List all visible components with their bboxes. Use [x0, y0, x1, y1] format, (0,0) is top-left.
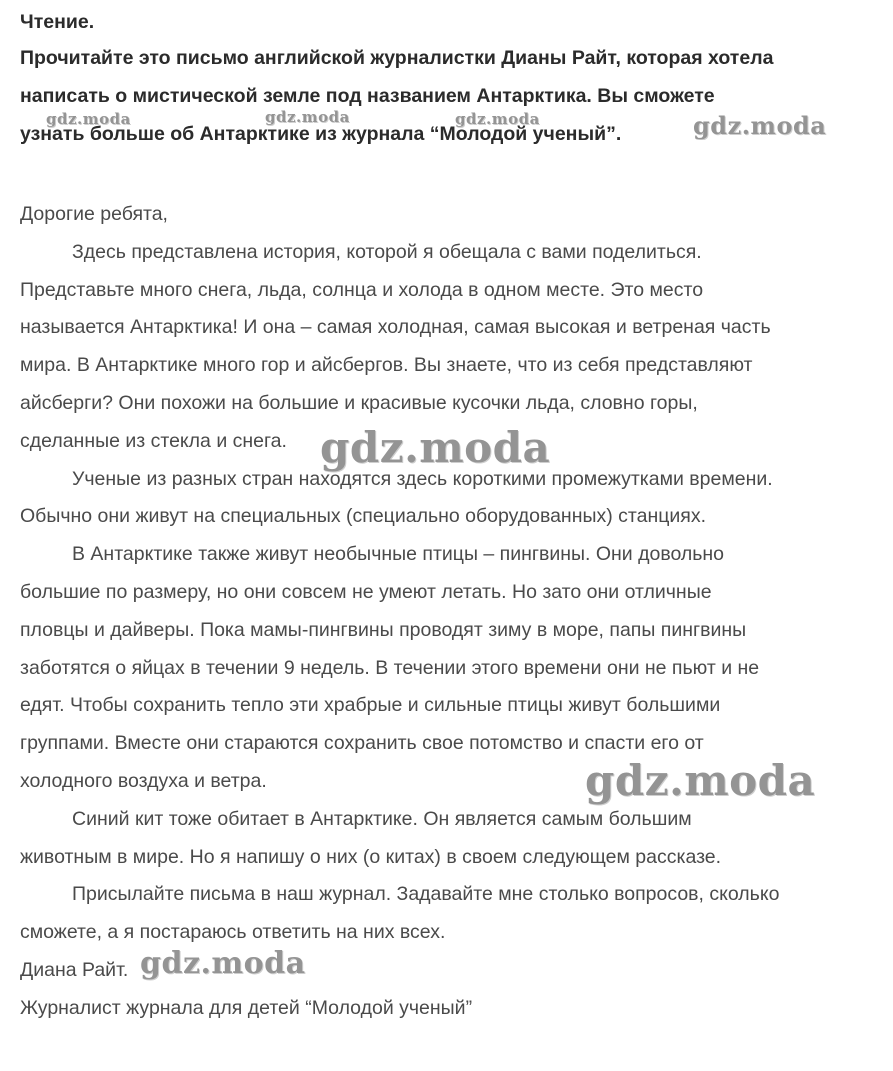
paragraph-line: Синий кит тоже обитает в Антарктике. Он является самым большим — [72, 807, 692, 830]
watermark-logo: gdz.moda — [46, 110, 131, 128]
paragraph-line: группами. Вместе они стараются сохранить свое потомство и спасти его от — [20, 732, 704, 755]
paragraph-line: Ученые из разных стран находятся здесь короткими промежутками времени. — [72, 467, 773, 490]
paragraph-line: большие по размеру, но они совсем не умеют летать. Но зато они отличные — [20, 580, 712, 603]
letter-greeting: Дорогие ребята, — [20, 203, 168, 225]
watermark-logo: gdz.moda — [265, 108, 350, 126]
paragraph-line: сделанные из стекла и снега. — [20, 429, 287, 452]
paragraph-line: Присылайте письма в наш журнал. Задавайте мне столько вопросов, сколько — [72, 883, 780, 906]
paragraph-4 — [20, 801, 880, 877]
paragraph-line: Обычно они живут на специальных (специально оборудованных) станциях. — [20, 505, 707, 528]
paragraph-line: Здесь представлена история, которой я обещала с вами поделиться. — [72, 240, 702, 263]
paragraph-line: животным в мире. Но я напишу о них (о китах) в своем следующем рассказе. — [20, 845, 722, 868]
letter-body — [20, 196, 880, 1028]
paragraph-line: В Антарктике также живут необычные птицы – пингвины. Они довольно — [72, 543, 725, 566]
paragraph-line: сможете, а я постараюсь ответить на них всех. — [20, 921, 446, 944]
watermark-logo: gdz.moda — [585, 756, 816, 805]
task-instruction-line-3: узнать больше об Антарктике из журнала “Молодой ученый”. — [20, 123, 622, 145]
letter-signature: Диана Райт. — [20, 958, 129, 981]
paragraph-line: мира. В Антарктике много гор и айсбергов. Вы знаете, что из себя представляют — [20, 354, 753, 377]
watermark-logo: gdz.moda — [320, 423, 551, 472]
task-title: Чтение. — [20, 11, 95, 33]
task-instruction-line-2: написать о мистической земле под названием Антарктика. Вы сможете — [20, 85, 715, 107]
watermark-logo: gdz.moda — [693, 111, 827, 140]
paragraph-line: заботятся о яйцах в течении 9 недель. В течении этого времени они не пьют и не — [20, 656, 760, 679]
paragraph-line: Представьте много снега, льда, солнца и холода в одном месте. Это место — [20, 278, 704, 301]
task-instruction-line-1: Прочитайте это письмо английской журналистки Дианы Райт, которая хотела — [20, 47, 774, 69]
paragraph-5 — [20, 876, 880, 952]
watermark-logo: gdz.moda — [140, 946, 306, 981]
watermark-logo: gdz.moda — [455, 110, 540, 128]
paragraph-line: едят. Чтобы сохранить тепло эти храбрые и сильные птицы живут большими — [20, 694, 721, 717]
author-position: Журналист журнала для детей “Молодой ученый” — [20, 996, 473, 1019]
paragraph-line: пловцы и дайверы. Пока мамы-пингвины проводят зиму в море, папы пингвины — [20, 618, 747, 641]
paragraph-line: холодного воздуха и ветра. — [20, 769, 267, 792]
paragraph-line: называется Антарктика! И она – самая холодная, самая высокая и ветреная часть — [20, 316, 771, 339]
paragraph-line: айсберги? Они похожи на большие и красивые кусочки льда, словно горы, — [20, 391, 698, 414]
